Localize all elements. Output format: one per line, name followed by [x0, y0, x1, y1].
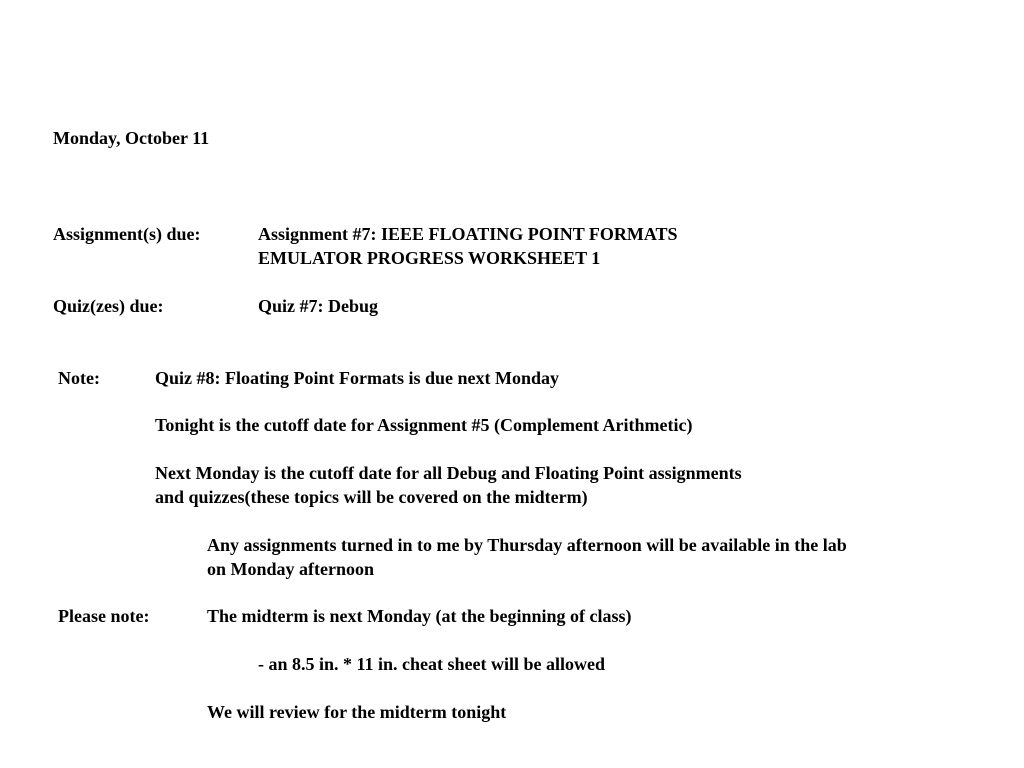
assignment-line: Assignment #7: IEEE FLOATING POINT FORMATS [258, 224, 678, 244]
note-sub-item: Any assignments turned in to me by Thursday afternoon will be available in the lab [207, 535, 847, 555]
note-label: Note: [58, 368, 100, 388]
assignments-label: Assignment(s) due: [53, 224, 201, 244]
quiz-value: Quiz #7: Debug [258, 296, 379, 316]
review-text: We will review for the midterm tonight [207, 702, 507, 722]
note-item: and quizzes(these topics will be covered on the midterm) [155, 487, 588, 507]
note-item: Quiz #8: Floating Point Formats is due next Monday [155, 368, 559, 388]
please-note-label: Please note: [58, 606, 150, 626]
note-item: Next Monday is the cutoff date for all Debug and Floating Point assignments [155, 463, 742, 483]
note-item: Tonight is the cutoff date for Assignment #5 (Complement Arithmetic) [155, 415, 693, 435]
midterm-text: The midterm is next Monday (at the beginning of class) [207, 606, 632, 626]
assignment-line: EMULATOR PROGRESS WORKSHEET 1 [258, 248, 601, 268]
quizzes-label: Quiz(zes) due: [53, 296, 164, 316]
date-heading: Monday, October 11 [53, 128, 210, 148]
note-sub-item: on Monday afternoon [207, 559, 375, 579]
cheat-sheet-text: - an 8.5 in. * 11 in. cheat sheet will be allowed [258, 654, 606, 674]
